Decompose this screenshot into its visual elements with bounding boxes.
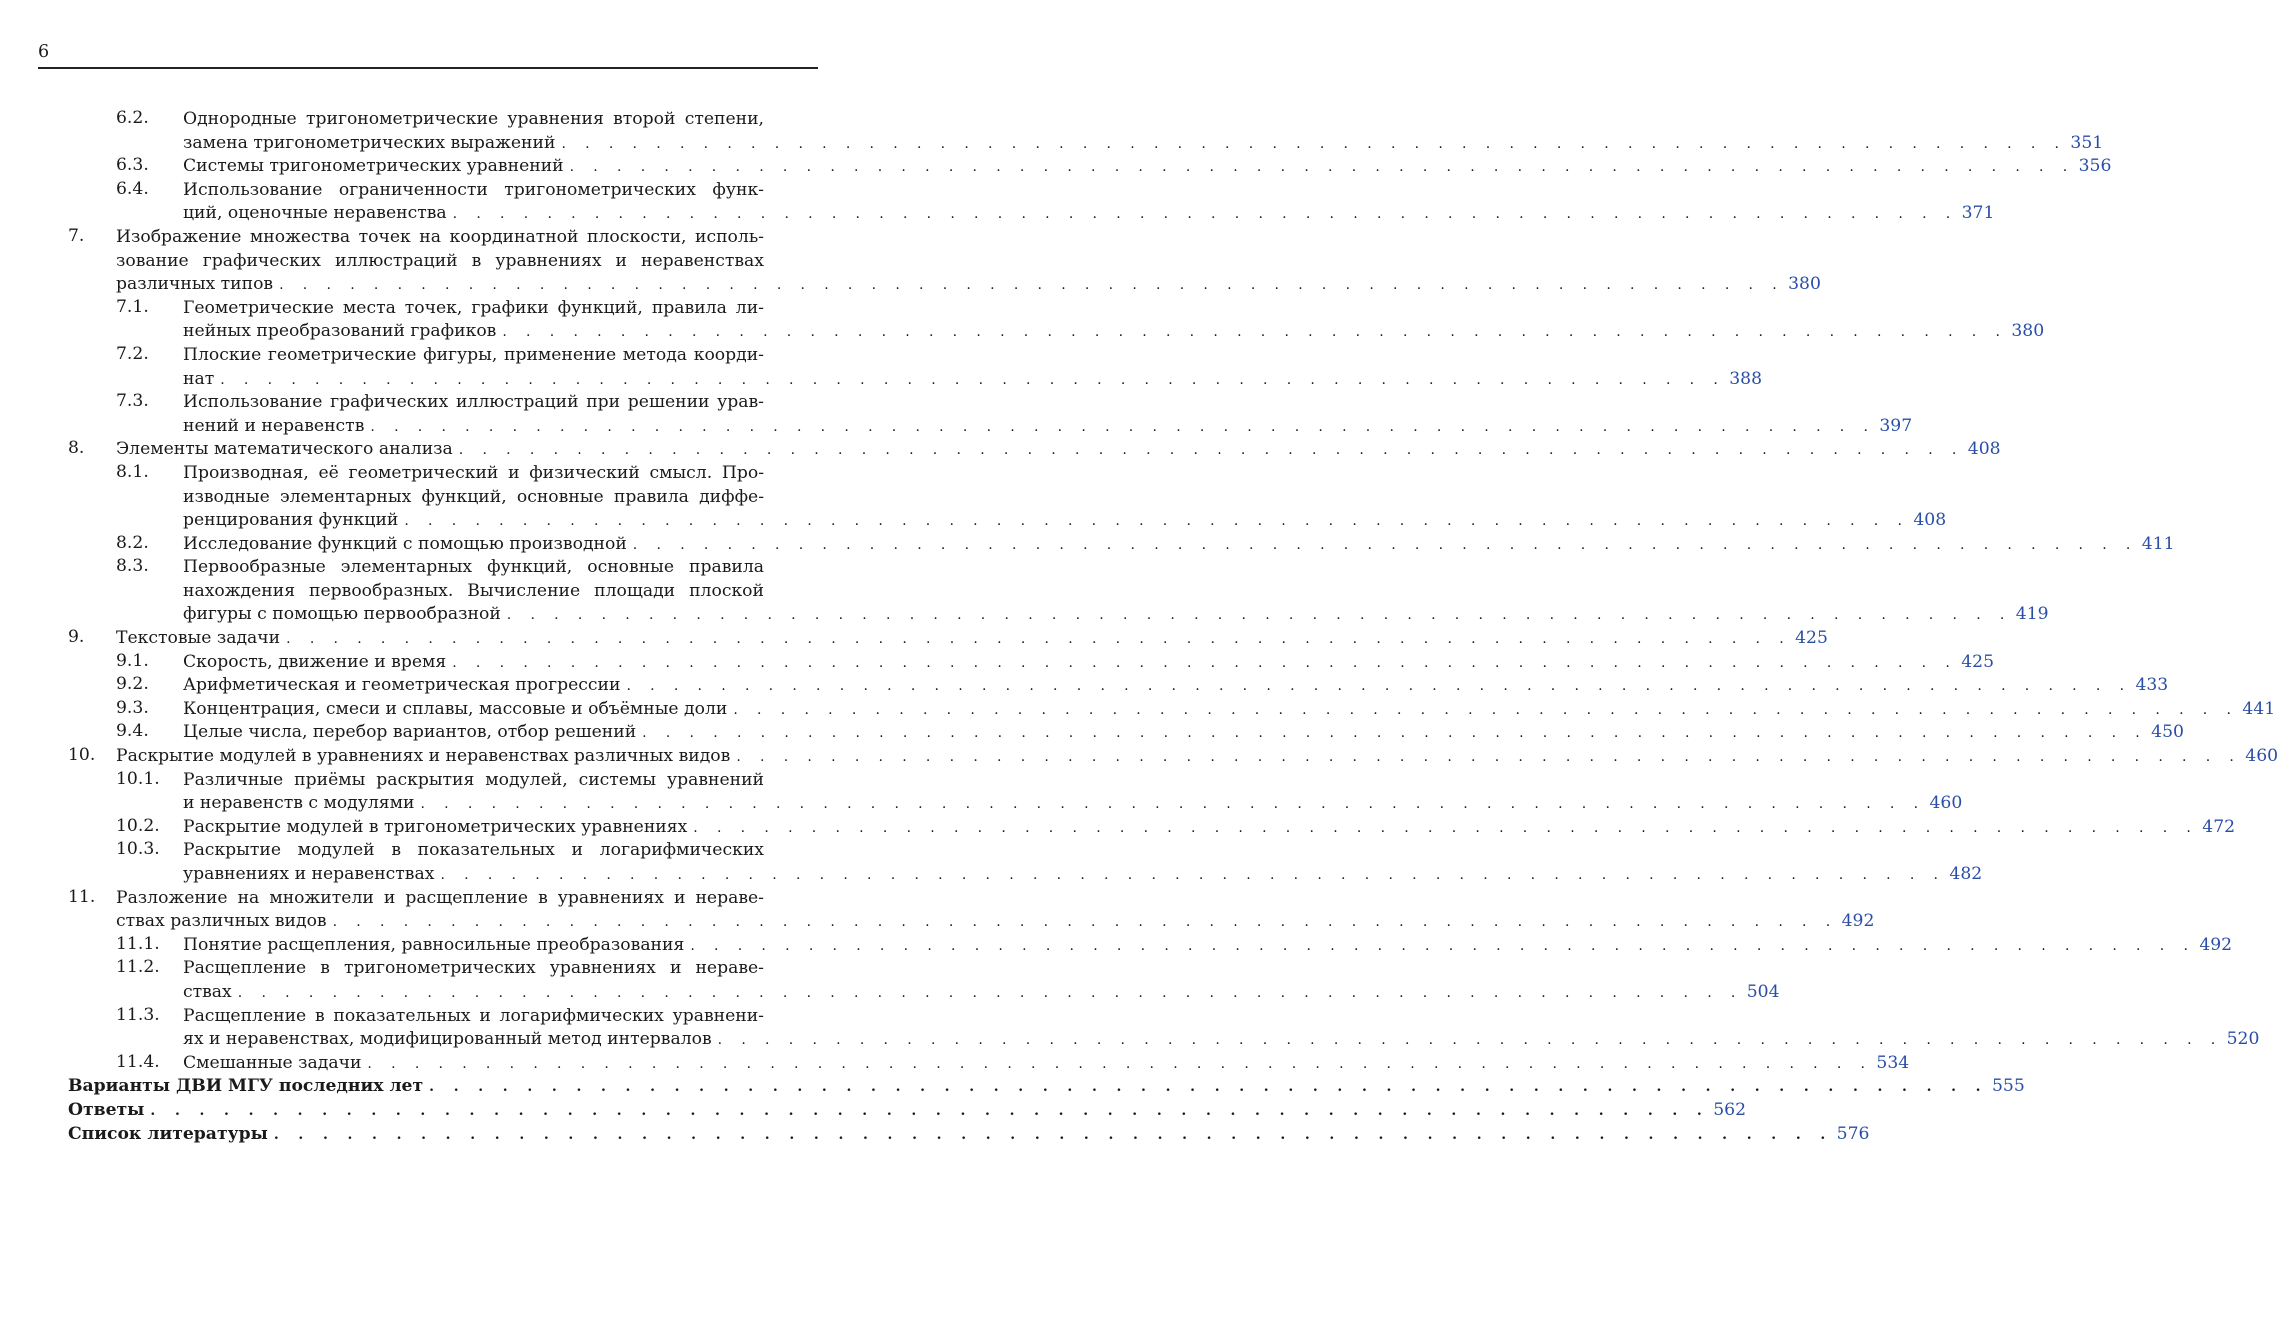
toc-entry-title-line: и неравенств с модулями [183, 793, 415, 814]
toc-entry-title-line: фигуры с помощью первообразной [183, 604, 501, 625]
toc-entry-number: 8.3. [116, 556, 149, 577]
page-number: 6 [38, 42, 50, 62]
toc-entry-title-line: изводные элементарных функций, основные правила диффе- [183, 486, 764, 507]
toc-dot-leader: . . . . . . . . . . . . . . . . . . . . . . . . . . . . . . . . . . . . . . . . . . . . . . . . . . . . . . . . . . . . . . . . [458, 442, 1964, 459]
toc-dot-leader: . . . . . . . . . . . . . . . . . . . . . . . . . . . . . . . . . . . . . . . . . . . . . . . . . . . . . . . . . . . . . . . . [404, 513, 1910, 530]
toc-entry[interactable] [68, 957, 1780, 1004]
toc-entry-number: 11. [68, 886, 96, 907]
toc-page-link[interactable]: 380 [2011, 321, 2045, 342]
toc-entry-title-line: Смешанные задачи [183, 1052, 362, 1073]
toc-entry-number: 10.1. [116, 768, 160, 789]
toc-dot-leader: . . . . . . . . . . . . . . . . . . . . . . . . . . . . . . . . . . . . . . . . . . . . . . . . . . . . . . . . . . . . . . . . [420, 796, 1926, 813]
toc-entry-title-line: ренцирования функций [183, 510, 399, 531]
toc-entry-title-line: Различные приёмы раскрытия модулей, системы уравнений [183, 769, 764, 790]
toc-entry[interactable] [68, 721, 2184, 745]
toc-dot-leader: . . . . . . . . . . . . . . . . . . . . . . . . . . . . . . . . . . . . . . . . . . . . . . . . . . . . . . . . . . . . . . . . [150, 1102, 1710, 1119]
toc-entry-title-line: ствах [183, 981, 232, 1002]
toc-entry-title-line: различных типов [116, 274, 274, 295]
toc-entry-title-line: зование графических иллюстраций в уравнениях и неравенствах [116, 250, 764, 271]
toc-entry[interactable] [68, 839, 1983, 886]
toc-entry[interactable] [68, 108, 2104, 155]
toc-page-link[interactable]: 460 [1929, 793, 1963, 814]
toc-entry-title-line: замена тригонометрических выражений [183, 132, 556, 153]
header-rule [38, 67, 818, 69]
toc-entry[interactable] [68, 155, 2112, 179]
toc-entry-title-line: нат [183, 368, 215, 389]
toc-dot-leader: . . . . . . . . . . . . . . . . . . . . . . . . . . . . . . . . . . . . . . . . . . . . . . . . . . . . . . . . . . . . . . . . [733, 701, 2239, 718]
toc-entry-title-line: Раскрытие модулей в тригонометрических уравнениях [183, 816, 688, 837]
toc-entry-title-line: Использование ограниченности тригонометрических функ- [183, 179, 764, 200]
toc-entry[interactable] [68, 768, 1963, 816]
toc-entry-title-line: Элементы математического анализа [116, 439, 453, 460]
toc-page-link[interactable]: 397 [1879, 415, 1913, 436]
toc-dot-leader: . . . . . . . . . . . . . . . . . . . . . . . . . . . . . . . . . . . . . . . . . . . . . . . . . . . . . . . . . . . . . . . . [237, 984, 1743, 1001]
toc-entry[interactable] [68, 1051, 1910, 1076]
toc-page-link[interactable]: 371 [1961, 203, 1995, 224]
toc-entry-number: 11.3. [116, 1004, 160, 1025]
toc-entry[interactable] [68, 225, 1821, 297]
toc-page-link[interactable]: 425 [1795, 628, 1828, 649]
toc-entry-title-line: Раскрытие модулей в уравнениях и неравенствах различных видов [116, 746, 731, 767]
toc-entry[interactable] [68, 1123, 1870, 1147]
toc-entry-title-line: Первообразные элементарных функций, основные правила [183, 557, 764, 578]
toc-page-link[interactable]: 460 [2245, 746, 2278, 767]
toc-entry-title-line: Однородные тригонометрические уравнения второй степени, [183, 109, 764, 129]
toc-page-link[interactable]: 408 [1967, 439, 2001, 460]
toc-entry[interactable] [68, 556, 2049, 627]
toc-entry-title-line: Системы тригонометрических уравнений [183, 156, 564, 177]
toc-page-link[interactable]: 450 [2151, 722, 2184, 743]
toc-entry[interactable] [68, 438, 2001, 462]
toc-entry-title-line: Изображение множества точек на координатной плоскости, исполь- [116, 226, 764, 247]
toc-dot-leader: . . . . . . . . . . . . . . . . . . . . . . . . . . . . . . . . . . . . . . . . . . . . . . . . . . . . . . . . . . . . . . . . [717, 1032, 2223, 1049]
toc-dot-leader: . . . . . . . . . . . . . . . . . . . . . . . . . . . . . . . . . . . . . . . . . . . . . . . . . . . . . . . . . . . . . . . . [273, 1126, 1833, 1143]
toc-entry[interactable] [68, 461, 1947, 533]
toc-entry-number: 10. [68, 745, 96, 766]
toc-dot-leader: . . . . . . . . . . . . . . . . . . . . . . . . . . . . . . . . . . . . . . . . . . . . . . . . . . . . . . . . . . . . . . . . [693, 819, 2199, 836]
toc-entry[interactable] [68, 627, 1828, 651]
toc-entry-number: 6.4. [116, 178, 149, 199]
toc-dot-leader: . . . . . . . . . . . . . . . . . . . . . . . . . . . . . . . . . . . . . . . . . . . . . . . . . . . . . . . . . . . . . . . . [569, 159, 2075, 176]
toc-entry-title-line: ях и неравенствах, модифицированный метод интервалов [183, 1029, 712, 1050]
toc-page-link[interactable]: 419 [2015, 604, 2049, 625]
toc-dot-leader: . . . . . . . . . . . . . . . . . . . . . . . . . . . . . . . . . . . . . . . . . . . . . . . . . . . . . . . . . . . . . . . . [632, 536, 2138, 553]
toc-page-link[interactable]: 425 [1961, 651, 1995, 672]
toc-page-link[interactable]: 356 [2078, 156, 2112, 177]
toc-entry-number: 8. [68, 438, 85, 459]
toc-entry-number: 11.1. [116, 933, 160, 954]
toc-entry-title-line: Раскрытие модулей в показательных и логарифмических [183, 840, 764, 861]
toc-page-link[interactable]: 482 [1949, 864, 1983, 884]
toc-dot-leader: . . . . . . . . . . . . . . . . . . . . . . . . . . . . . . . . . . . . . . . . . . . . . . . . . . . . . . . . . . . . . . . . [440, 867, 1946, 883]
toc-page-link[interactable]: 433 [2135, 675, 2169, 696]
toc-entry-number: 10.3. [116, 839, 160, 860]
toc-dot-leader: . . . . . . . . . . . . . . . . . . . . . . . . . . . . . . . . . . . . . . . . . . . . . . . . . . . . . . . . . . . . . . . . [367, 1055, 1873, 1072]
toc-entry-number: 7.3. [116, 391, 149, 412]
toc-entry-number: 8.2. [116, 532, 149, 553]
toc-entry-title-line: Расщепление в показательных и логарифмических уравнени- [183, 1005, 764, 1026]
toc-dot-leader: . . . . . . . . . . . . . . . . . . . . . . . . . . . . . . . . . . . . . . . . . . . . . . . . . . . . . . . . . . . . . . . . [429, 1079, 1988, 1096]
toc-entry[interactable] [68, 343, 1763, 391]
toc-entry-title-line: Расщепление в тригонометрических уравнениях и нераве- [183, 958, 764, 979]
toc-entry-number: 6.3. [116, 155, 149, 176]
toc-entry-number: 10.2. [116, 815, 160, 836]
toc-entry[interactable] [68, 697, 2276, 722]
toc-dot-leader: . . . . . . . . . . . . . . . . . . . . . . . . . . . . . . . . . . . . . . . . . . . . . . . . . . . . . . . . . . . . . . . . [332, 914, 1838, 931]
toc-dot-leader: . . . . . . . . . . . . . . . . . . . . . . . . . . . . . . . . . . . . . . . . . . . . . . . . . . . . . . . . . . . . . . . . [279, 277, 1785, 294]
toc-page-link[interactable]: 576 [1836, 1123, 1870, 1144]
toc-entry[interactable] [68, 532, 2175, 557]
toc-entry-number: 7. [68, 225, 85, 246]
toc-entry[interactable] [68, 650, 1995, 675]
toc-dot-leader: . . . . . . . . . . . . . . . . . . . . . . . . . . . . . . . . . . . . . . . . . . . . . . . . . . . . . . . . . . . . . . . . [626, 678, 2132, 695]
toc-entry[interactable] [68, 1075, 2025, 1099]
toc-page-link[interactable]: 492 [1841, 911, 1875, 932]
toc-entry-number: 11.2. [116, 957, 160, 978]
toc-entry-number: 9. [68, 627, 85, 648]
toc-entry-title-line: Разложение на множители и расщепление в уравнениях и нераве- [116, 887, 764, 908]
toc-dot-leader: . . . . . . . . . . . . . . . . . . . . . . . . . . . . . . . . . . . . . . . . . . . . . . . . . . . . . . . . . . . . . . . . [506, 607, 2012, 624]
toc-dot-leader: . . . . . . . . . . . . . . . . . . . . . . . . . . . . . . . . . . . . . . . . . . . . . . . . . . . . . . . . . . . . . . . . [502, 324, 2008, 341]
toc-entry-title-line: уравнениях и неравенствах [183, 864, 435, 884]
toc-entry[interactable] [68, 1099, 1747, 1123]
toc-page-link[interactable]: 408 [1913, 510, 1947, 531]
toc-dot-leader: . . . . . . . . . . . . . . . . . . . . . . . . . . . . . . . . . . . . . . . . . . . . . . . . . . . . . . . . . . . . . . . . [220, 371, 1726, 388]
toc-dot-leader: . . . . . . . . . . . . . . . . . . . . . . . . . . . . . . . . . . . . . . . . . . . . . . . . . . . . . . . . . . . . . . . . [452, 654, 1958, 671]
toc-entry-title-line: ций, оценочные неравенства [183, 203, 447, 224]
toc-page-link[interactable]: 534 [1876, 1052, 1910, 1073]
toc-entry-title-line: Варианты ДВИ МГУ последних лет [68, 1076, 424, 1097]
toc-dot-leader: . . . . . . . . . . . . . . . . . . . . . . . . . . . . . . . . . . . . . . . . . . . . . . . . . . . . . . . . . . . . . . . . [642, 725, 2148, 742]
toc-entry-number: 9.4. [116, 721, 149, 742]
toc-page-link[interactable]: 504 [1746, 981, 1780, 1002]
table-of-contents [68, 108, 2278, 1146]
toc-entry[interactable] [68, 745, 2278, 769]
toc-page-link[interactable]: 562 [1713, 1099, 1747, 1120]
toc-page-link[interactable]: 441 [2242, 698, 2276, 719]
toc-entry[interactable] [68, 674, 2169, 698]
toc-entry-title-line: нений и неравенств [183, 415, 365, 436]
toc-entry[interactable] [68, 296, 2045, 344]
toc-entry[interactable] [68, 886, 1875, 934]
toc-entry-title-line: Плоские геометрические фигуры, применение метода коорди- [183, 344, 764, 365]
toc-entry-number: 7.2. [116, 343, 149, 364]
toc-entry-title-line: Скорость, движение и время [183, 651, 447, 672]
toc-dot-leader: . . . . . . . . . . . . . . . . . . . . . . . . . . . . . . . . . . . . . . . . . . . . . . . . . . . . . . . . . . . . . . . . [370, 418, 1876, 435]
toc-page-link[interactable]: 555 [1991, 1076, 2025, 1097]
toc-page-link[interactable]: 351 [2070, 132, 2104, 153]
toc-entry-title-line: нахождения первообразных. Вычисление площади плоской [183, 580, 764, 601]
toc-entry[interactable] [68, 933, 2233, 958]
toc-entry-title-line: Список литературы [68, 1123, 268, 1144]
toc-entry-title-line: Текстовые задачи [116, 628, 281, 649]
toc-entry-title-line: Арифметическая и геометрическая прогрессии [183, 675, 621, 696]
toc-entry-number: 9.1. [116, 650, 149, 671]
toc-entry-number: 6.2. [116, 108, 149, 128]
toc-dot-leader: . . . . . . . . . . . . . . . . . . . . . . . . . . . . . . . . . . . . . . . . . . . . . . . . . . . . . . . . . . . . . . . . [452, 206, 1958, 223]
toc-dot-leader: . . . . . . . . . . . . . . . . . . . . . . . . . . . . . . . . . . . . . . . . . . . . . . . . . . . . . . . . . . . . . . . . [561, 135, 2067, 152]
toc-entry-number: 9.3. [116, 697, 149, 718]
toc-page-link[interactable]: 388 [1729, 368, 1763, 389]
toc-entry-title-line: Концентрация, смеси и сплавы, массовые и объёмные доли [183, 698, 728, 719]
toc-page-link[interactable]: 472 [2202, 816, 2236, 837]
toc-entry-number: 11.4. [116, 1051, 160, 1072]
toc-entry-title-line: Использование графических иллюстраций при решении урав- [183, 392, 764, 413]
toc-entry-number: 9.2. [116, 674, 149, 695]
toc-dot-leader: . . . . . . . . . . . . . . . . . . . . . . . . . . . . . . . . . . . . . . . . . . . . . . . . . . . . . . . . . . . . . . . . [736, 749, 2242, 766]
toc-entry-title-line: Исследование функций с помощью производной [183, 533, 627, 554]
toc-entry-title-line: ствах различных видов [116, 911, 327, 932]
toc-page-link[interactable]: 520 [2226, 1029, 2260, 1050]
toc-entry[interactable] [68, 178, 1995, 226]
toc-page-link[interactable]: 492 [2199, 934, 2233, 955]
toc-entry-title-line: Ответы [68, 1099, 145, 1120]
toc-entry[interactable] [68, 391, 1913, 438]
toc-dot-leader: . . . . . . . . . . . . . . . . . . . . . . . . . . . . . . . . . . . . . . . . . . . . . . . . . . . . . . . . . . . . . . . . [286, 631, 1792, 648]
toc-page-link[interactable]: 411 [2141, 533, 2175, 554]
toc-entry-title-line: Понятие расщепления, равносильные преобразования [183, 934, 685, 955]
toc-dot-leader: . . . . . . . . . . . . . . . . . . . . . . . . . . . . . . . . . . . . . . . . . . . . . . . . . . . . . . . . . . . . . . . . [690, 937, 2196, 954]
toc-entry-title-line: нейных преобразований графиков [183, 321, 497, 342]
toc-entry-title-line: Геометрические места точек, графики функций, правила ли- [183, 297, 764, 318]
toc-page-link[interactable]: 380 [1788, 274, 1821, 295]
toc-entry-title-line: Производная, её геометрический и физический смысл. Про- [183, 462, 764, 483]
toc-entry-number: 7.1. [116, 296, 149, 317]
toc-entry[interactable] [68, 1004, 2260, 1052]
toc-entry[interactable] [68, 815, 2236, 840]
toc-entry-title-line: Целые числа, перебор вариантов, отбор решений [183, 722, 637, 743]
toc-entry-number: 8.1. [116, 461, 149, 482]
